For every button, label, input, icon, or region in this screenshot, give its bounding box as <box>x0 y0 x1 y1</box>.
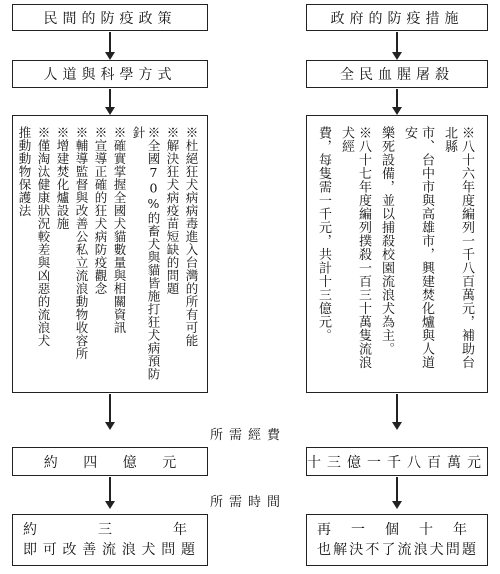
left-time-box <box>12 514 208 566</box>
left-measure-2: ※解決狂犬病疫苗短缺的問題 <box>165 126 180 295</box>
right-measure-4: ※八十七年度編列撲殺一百三十萬隻流浪犬經 <box>339 126 371 369</box>
right-time-part-2: 一 <box>351 522 365 538</box>
right-approach-box <box>306 60 488 88</box>
left-approach-box <box>12 60 208 88</box>
left-cost-part-2: 四 <box>83 454 98 471</box>
right-time-line-1 <box>317 520 477 540</box>
left-measure-9: 推動動物保護法 <box>17 126 32 217</box>
left-time-line-2: 即可改善流浪犬問題 <box>23 542 197 558</box>
left-measure-7: ※增建焚化爐設施 <box>55 126 70 230</box>
left-cost-part-4: 元 <box>162 454 177 471</box>
right-approach: 全民血腥屠殺 <box>340 67 454 83</box>
left-measure-8: ※僅淘汰健康狀況較差與凶惡的流浪犬 <box>36 126 51 347</box>
right-policy-title: 政府的防疫措施 <box>330 10 464 27</box>
right-policy-title-box <box>306 4 488 31</box>
right-time-part-1: 再 <box>317 522 331 538</box>
left-measure-1: ※杜絕狂犬病病毒進入台灣的所有可能 <box>184 126 199 347</box>
right-time-box <box>306 514 488 566</box>
right-time-line-2: 也解決不了流浪犬問題 <box>317 542 477 558</box>
left-measure-4: ※確實掌握全國犬貓數量與相關資訊 <box>112 126 127 334</box>
required-time-label: 所需時間 <box>210 495 287 510</box>
left-time-part-1: 約 <box>23 522 37 538</box>
right-cost: 十三億一千八百萬元 <box>307 454 487 471</box>
right-measure-3: 樂死設備，並以捕殺校園流浪犬為主。 <box>379 126 394 356</box>
left-cost-box <box>12 447 208 476</box>
left-approach: 人道與科學方式 <box>43 67 177 83</box>
left-measures-box <box>12 115 208 393</box>
left-cost-part-1: 約 <box>43 454 58 471</box>
left-measure-6: ※輔導監督與改善公私立流浪動物收容所 <box>74 126 89 360</box>
right-cost-box <box>306 447 488 476</box>
left-policy-title: 民間的防疫政策 <box>43 10 177 27</box>
right-time-part-3: 個 <box>385 522 399 538</box>
left-cost-part-3: 億 <box>122 454 137 471</box>
left-policy-title-box <box>12 4 208 31</box>
right-time-part-4: 十 <box>419 522 433 538</box>
right-measure-2: 市、台中市與高雄市，興建焚化爐與人道安 <box>402 126 434 369</box>
left-measure-3: ※全國70%的畜犬與貓皆施打狂犬病預防針 <box>131 126 161 381</box>
right-measure-1: ※八十六年度編列一千八百萬元，補助台北縣 <box>442 126 474 369</box>
right-measure-5: 費，每隻需一千元，共計十三億元。 <box>316 126 331 342</box>
left-measure-5: ※宣導正確的狂犬病防疫觀念 <box>93 126 108 295</box>
left-time-line-1 <box>23 520 197 540</box>
right-time-part-5: 年 <box>453 522 467 538</box>
left-time-part-2: 三 <box>98 522 112 538</box>
required-funds-label: 所需經費 <box>210 428 287 443</box>
left-time-part-3: 年 <box>173 522 187 538</box>
right-measures-box <box>306 115 488 393</box>
